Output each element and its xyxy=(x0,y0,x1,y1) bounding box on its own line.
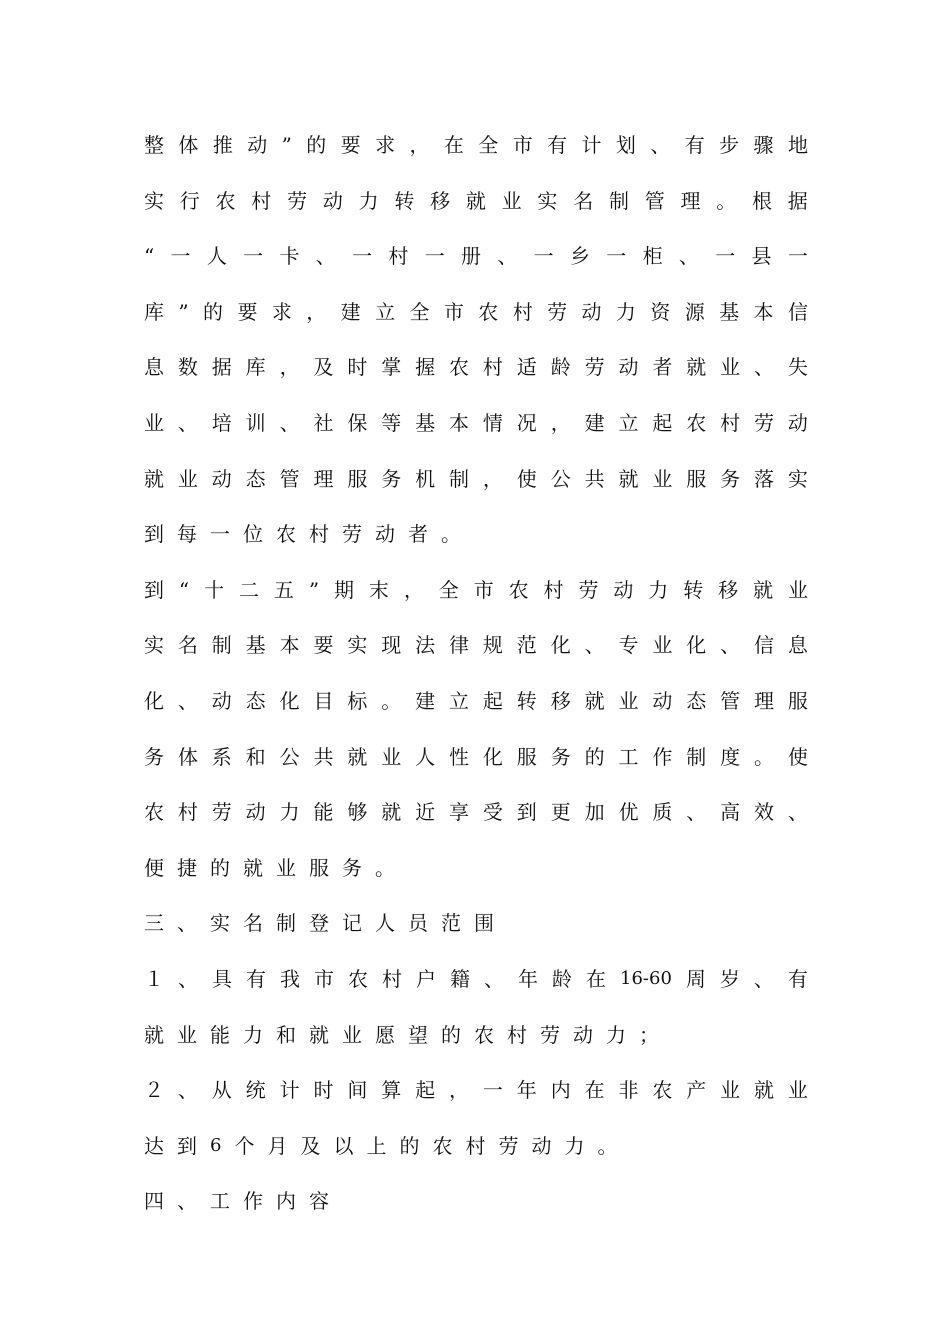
text-line: 到 “ 十 二 五 ” 期 末 ， 全 市 农 村 劳 动 力 转 移 就 业 xyxy=(144,578,808,602)
list-item: １ 、 具 有 我 市 农 村 户 籍 、 年 龄 在 16-60 周 岁 、 有 xyxy=(144,967,808,991)
text-line: 达 到 6 个 月 及 以 上 的 农 村 劳 动 力 。 xyxy=(144,1134,618,1158)
text-line: 库 ” 的 要 求 ， 建 立 全 市 农 村 劳 动 力 资 源 基 本 信 xyxy=(144,300,808,324)
text-line: 业 、 培 训 、 社 保 等 基 本 情 况 ， 建 立 起 农 村 劳 动 xyxy=(144,411,808,435)
text-line: 化 、 动 态 化 目 标 。 建 立 起 转 移 就 业 动 态 管 理 服 xyxy=(144,689,808,713)
section-heading: 三 、 实 名 制 登 记 人 员 范 围 xyxy=(144,911,494,935)
text-line: 就 业 动 态 管 理 服 务 机 制 ， 使 公 共 就 业 服 务 落 实 xyxy=(144,467,808,491)
text-line: 便 捷 的 就 业 服 务 。 xyxy=(144,856,395,880)
text-line: 务 体 系 和 公 共 就 业 人 性 化 服 务 的 工 作 制 度 。 使 xyxy=(144,745,808,769)
text-line: 整 体 推 动 ” 的 要 求 ， 在 全 市 有 计 划 、 有 步 骤 地 xyxy=(144,133,808,157)
text-line: 农 村 劳 动 力 能 够 就 近 享 受 到 更 加 优 质 、 高 效 、 xyxy=(144,800,808,824)
text-line: 息 数 据 库 ， 及 时 掌 握 农 村 适 龄 劳 动 者 就 业 、 失 xyxy=(144,355,808,379)
text-line: 实 名 制 基 本 要 实 现 法 律 规 范 化 、 专 业 化 、 信 息 xyxy=(144,633,808,657)
list-item: ２ 、 从 统 计 时 间 算 起 ， 一 年 内 在 非 农 产 业 就 业 xyxy=(144,1078,808,1102)
text-line: 实 行 农 村 劳 动 力 转 移 就 业 实 名 制 管 理 。 根 据 xyxy=(144,189,808,213)
text-line: 就 业 能 力 和 就 业 愿 望 的 农 村 劳 动 力 ； xyxy=(144,1023,659,1047)
text-line: 到 每 一 位 农 村 劳 动 者 。 xyxy=(144,522,461,546)
text-line: “ 一 人 一 卡 、 一 村 一 册 、 一 乡 一 柜 、 一 县 一 xyxy=(144,244,808,268)
section-heading: 四 、 工 作 内 容 xyxy=(144,1189,329,1213)
